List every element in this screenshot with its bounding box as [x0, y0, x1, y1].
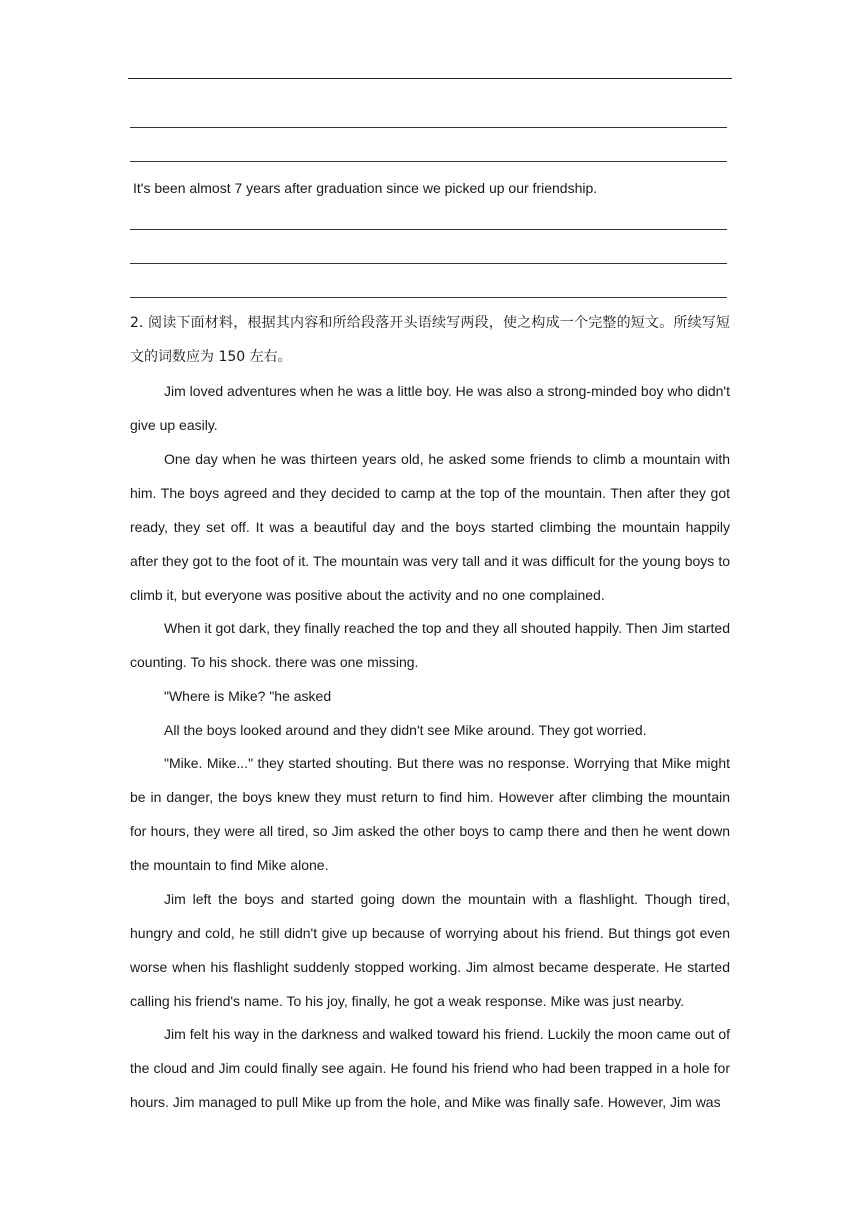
- question-instruction: 2. 阅读下面材料，根据其内容和所给段落开头语续写两段，使之构成一个完整的短文。所续写短文的词数应为 150 左右。: [130, 315, 730, 365]
- story-paragraph: "Where is Mike? "he asked: [164, 688, 332, 704]
- story-paragraph: Jim left the boys and started going down the mountain with a flashlight. Though tired, hungry and cold, he still didn't give up because of worrying about his friend. But things got even worse when his flashlight suddenly stopped working. Jim almost became desperate. He started calling his friend's name. To his joy, finally, he got a weak response. Mike was just nearby.: [130, 891, 730, 1009]
- answer-blank-line[interactable]: [130, 161, 727, 162]
- answer-blank-line[interactable]: [130, 229, 727, 230]
- story-paragraph: "Mike. Mike..." they started shouting. But there was no response. Worrying that Mike might be in danger, the boys knew they must return to find him. However after climbing the mountain for hours, they were all tired, so Jim asked the other boys to camp there and then he went down the mountain to find Mike alone.: [130, 755, 730, 873]
- story-paragraph: Jim loved adventures when he was a little boy. He was also a strong-minded boy who didn't give up easily.: [130, 383, 730, 433]
- answer-blank-line[interactable]: [130, 263, 727, 264]
- story-paragraph: One day when he was thirteen years old, he asked some friends to climb a mountain with him. The boys agreed and they decided to camp at the top of the mountain. Then after they got ready, they set off. It was a beautiful day and the boys started climbing the mountain happily after they got to the foot of it. The mountain was very tall and it was difficult for the young boys to climb it, but everyone was positive about the activity and no one complained.: [130, 451, 730, 603]
- header-rule: [128, 78, 732, 79]
- given-sentence: It's been almost 7 years after graduation since we picked up our friendship.: [133, 180, 598, 196]
- answer-blank-line[interactable]: [130, 127, 727, 128]
- story-paragraph: Jim felt his way in the darkness and walked toward his friend. Luckily the moon came out of the cloud and Jim could finally see again. He found his friend who had been trapped in a hole for hours. Jim managed to pull Mike up from the hole, and Mike was finally safe. However, Jim was: [130, 1026, 730, 1110]
- story-paragraph: All the boys looked around and they didn't see Mike around. They got worried.: [164, 722, 647, 738]
- answer-blank-line[interactable]: [130, 297, 727, 298]
- story-paragraph: When it got dark, they finally reached the top and they all shouted happily. Then Jim started counting. To his shock. there was one missing.: [130, 620, 730, 670]
